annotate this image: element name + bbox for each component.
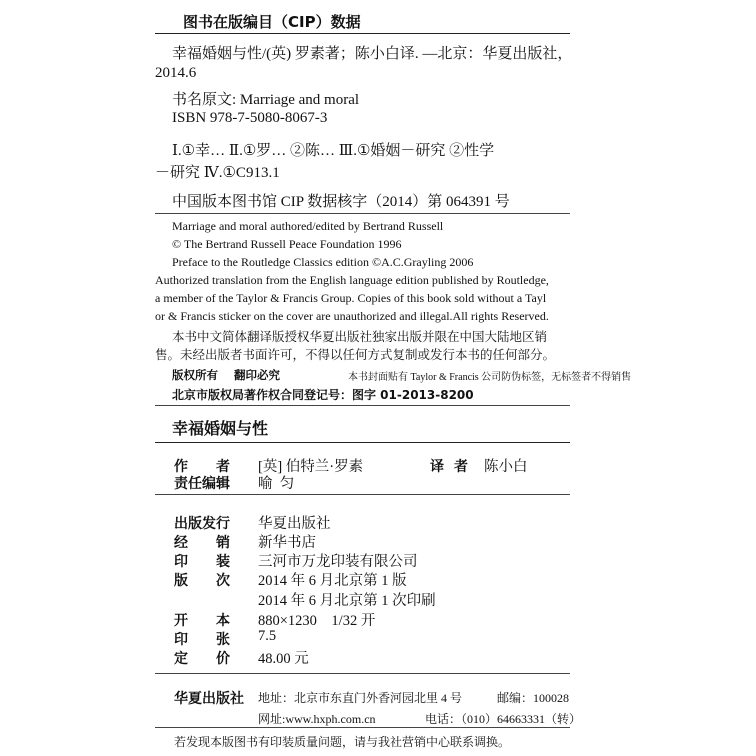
label-char: 次 <box>216 573 230 589</box>
rights-en-line3: Preface to the Routledge Classics edition ©A.C.Grayling 2006 <box>172 255 474 269</box>
divider <box>155 494 570 495</box>
book-title: 幸福婚姻与性 <box>172 419 269 438</box>
footer-publisher: 华夏出版社 <box>174 691 244 707</box>
cip-number: 中国版本图书馆 CIP 数据核字（2014）第 064391 号 <box>172 194 510 210</box>
subject-line2: －研究 Ⅳ.①C913.1 <box>155 165 280 181</box>
cip-record-line2: 2014.6 <box>155 65 197 81</box>
rights-en-line5: a member of the Taylor & Francis Group. Copies of this book sold without a Tayl <box>155 291 547 305</box>
divider <box>155 213 570 214</box>
edition-value1: 2014 年 6 月北京第 1 版 <box>258 573 407 589</box>
label-char: 者 <box>216 459 230 475</box>
original-title: 书名原文: Marriage and moral <box>172 92 360 108</box>
rights-en-line2: © The Bertrand Russell Peace Foundation 1996 <box>172 237 402 251</box>
copyright-registration: 北京市版权局著作权合同登记号：图字 01-2013-8200 <box>172 388 474 402</box>
edition-value2: 2014 年 6 月北京第 1 次印刷 <box>258 593 436 609</box>
price-value: 48.00 元 <box>258 651 309 667</box>
divider <box>155 33 570 34</box>
author-value: [英] 伯特兰·罗素 <box>258 459 364 475</box>
label-char: 张 <box>216 632 230 648</box>
rights-en-line1: Marriage and moral authored/edited by Bertrand Russell <box>172 219 444 233</box>
label-char: 版 <box>174 573 188 589</box>
label-char: 开 <box>174 613 188 629</box>
label-char: 作 <box>174 459 188 475</box>
label-char: 经 <box>174 535 188 551</box>
publisher-label: 出版发行 <box>174 516 230 532</box>
format-value: 880×1230 1/32 开 <box>258 613 376 629</box>
footer-phone: 电话：（010）64663331（转） <box>425 712 582 726</box>
label-char: 本 <box>216 613 230 629</box>
rights-en-line6: or & Francis sticker on the cover are unauthorized and illegal.All rights Reserved. <box>155 309 549 323</box>
label-char: 印 <box>174 632 188 648</box>
divider <box>155 442 570 443</box>
divider <box>155 673 570 674</box>
divider <box>155 727 570 728</box>
divider <box>155 405 570 406</box>
isbn: ISBN 978-7-5080-8067-3 <box>172 110 328 126</box>
rights-zh-line2: 售。未经出版者书面许可，不得以任何方式复制或发行本书的任何部分。 <box>155 348 556 362</box>
sheets-value: 7.5 <box>258 628 277 644</box>
footer-postcode: 邮编：100028 <box>497 691 570 705</box>
label-char: 印 <box>174 554 188 570</box>
label-char: 译 <box>430 459 444 475</box>
distributor-value: 新华书店 <box>258 535 316 551</box>
label-char: 销 <box>216 535 230 551</box>
rights-en-line4: Authorized translation from the English language edition published by Routledge, <box>155 273 549 287</box>
label-char: 装 <box>216 554 230 570</box>
editor-label: 责任编辑 <box>174 476 230 492</box>
subject-line1: Ⅰ.①幸… Ⅱ.①罗… ②陈… Ⅲ.①婚姻－研究 ②性学 <box>172 143 495 159</box>
cip-heading: 图书在版编目（CIP）数据 <box>183 13 361 31</box>
translator-value: 陈小白 <box>484 459 528 475</box>
footer-address: 地址：北京市东直门外香河园北里 4 号 <box>258 691 463 705</box>
sticker-note: 本书封面贴有 Taylor & Francis 公司防伪标签，无标签者不得销售 <box>348 372 632 383</box>
quality-notice: 若发现本版图书有印装质量问题，请与我社营销中心联系调换。 <box>174 735 511 749</box>
label-char: 者 <box>454 459 468 475</box>
footer-website: 网址:www.hxph.com.cn <box>258 712 376 726</box>
cip-record-line1: 幸福婚姻与性/(英) 罗素著；陈小白译. —北京：华夏出版社， <box>172 46 573 62</box>
publisher-value: 华夏出版社 <box>258 516 331 532</box>
editor-value: 喻 匀 <box>258 476 295 492</box>
label-char: 定 <box>174 651 188 667</box>
printer-value: 三河市万龙印装有限公司 <box>258 554 418 570</box>
label-char: 价 <box>216 651 230 667</box>
all-rights-reserved: 版权所有 翻印必究 <box>172 368 281 382</box>
rights-zh-line1: 本书中文简体翻译版授权华夏出版社独家出版并限在中国大陆地区销 <box>172 330 548 344</box>
